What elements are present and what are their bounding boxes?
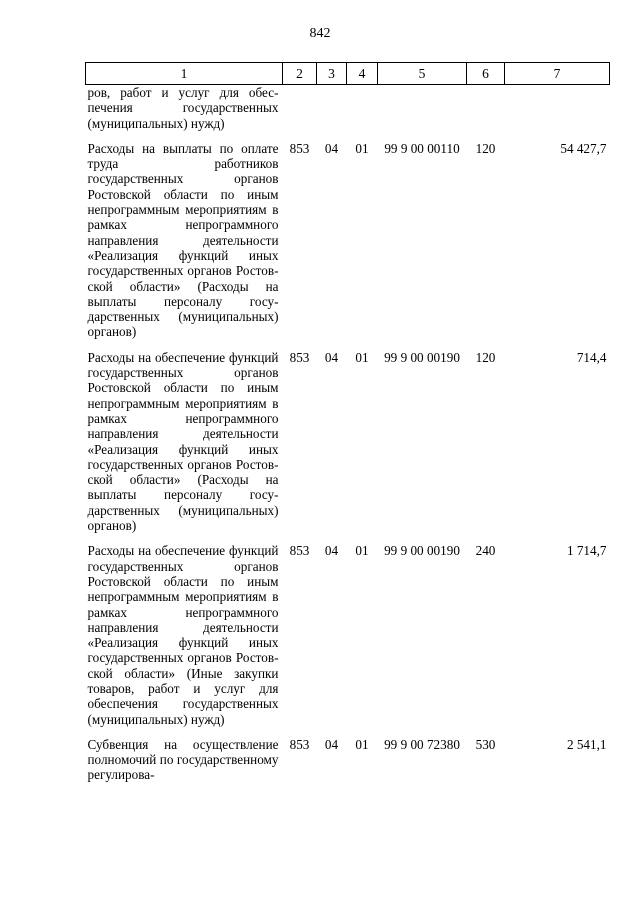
budget-table — [85, 62, 610, 783]
table-header — [86, 63, 610, 85]
row-col-4: 01 — [355, 140, 369, 156]
continued-description: ров, работ и услуг для обеспечения государственных (муниципальных) нужд) — [87, 85, 279, 131]
header-col-4: 4 — [347, 63, 378, 85]
table-row-continued — [86, 85, 610, 131]
row-col-3: 04 — [324, 736, 339, 752]
row-col-3: 04 — [324, 140, 339, 156]
table-row — [86, 737, 610, 783]
row-col-2: 853 — [289, 140, 310, 156]
header-col-2: 2 — [283, 63, 317, 85]
row-col-4: 01 — [355, 543, 369, 559]
row-col-2: 853 — [289, 736, 310, 752]
row-col-5: 99 9 00 00110 — [384, 140, 460, 156]
header-row — [86, 63, 610, 85]
row-col-4: 01 — [355, 736, 369, 752]
row-col-5: 99 9 00 00190 — [384, 349, 460, 365]
row-description: Субвенция на осуществление полномочий по государственному регулирова- — [87, 736, 279, 783]
row-description: Расходы на обеспечение функций государственных органов Ростовской области по иным непрограммным мероприятиям в рамках непрограммного направления деятельности «Реализация функций иных государственных органов Ростовской области» (Расходы на выплаты персоналу государственных (муниципальных) органов) — [87, 349, 279, 534]
row-col-3: 04 — [324, 543, 339, 559]
table-row — [86, 543, 610, 727]
table-row — [86, 350, 610, 534]
row-amount: 54 427,7 — [560, 140, 607, 156]
row-col-3: 04 — [324, 349, 339, 365]
header-col-6: 6 — [467, 63, 505, 85]
header-col-7: 7 — [505, 63, 610, 85]
header-col-5: 5 — [378, 63, 467, 85]
row-col-2: 853 — [289, 349, 310, 365]
header-col-3: 3 — [317, 63, 347, 85]
row-col-6: 240 — [475, 543, 496, 559]
row-col-6: 530 — [475, 736, 496, 752]
row-description: Расходы на обеспечение функций государственных органов Ростовской области по иным непрограммным мероприятиям в рамках непрограммного направления деятельности «Реализация функций иных государственных органов Ростовской области» (Иные закупки товаров, работ и услуг для обеспечения государственных (муниципальных) нужд) — [87, 543, 279, 727]
row-col-5: 99 9 00 00190 — [384, 543, 460, 559]
row-description: Расходы на выплаты по оплате труда работников государственных органов Ростовской области по иным непрограммным мероприятиям в рамках непрограммного направления деятельности «Реализация функций иных государственных органов Ростовской области» (Расходы на выплаты персоналу государственных (муниципальных) органов) — [87, 140, 279, 340]
header-col-1: 1 — [86, 63, 283, 85]
row-col-6: 120 — [475, 140, 496, 156]
page-number: 842 — [309, 26, 331, 41]
row-col-5: 99 9 00 72380 — [384, 736, 460, 752]
row-col-2: 853 — [289, 543, 310, 559]
table-row — [86, 141, 610, 340]
row-amount: 714,4 — [576, 349, 607, 365]
row-amount: 2 541,1 — [566, 736, 607, 752]
row-col-4: 01 — [355, 349, 369, 365]
row-amount: 1 714,7 — [566, 543, 607, 559]
row-col-6: 120 — [475, 349, 496, 365]
